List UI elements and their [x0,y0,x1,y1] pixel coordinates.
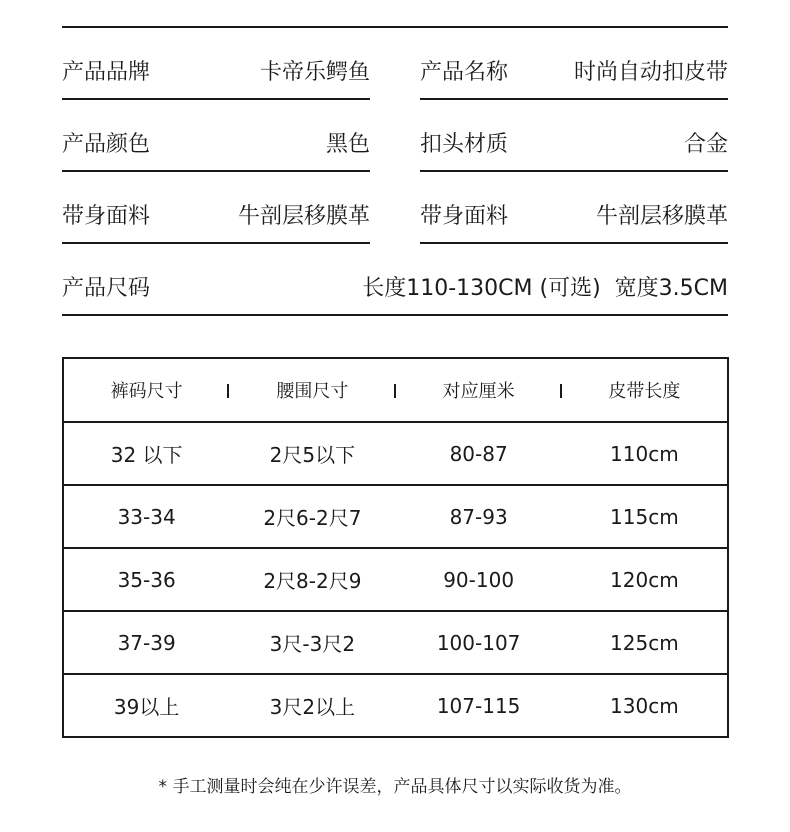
buckle-value: 合金 [683,132,728,157]
brand-label: 产品品牌 [62,60,151,85]
table-row [63,548,728,611]
table-cell: 80-87 [449,441,508,466]
strap-label: 带身面料 [62,204,151,229]
table-cell: 107-115 [396,674,562,737]
table-cell: 3尺-3尺2 [229,611,395,674]
table-cell: 110cm [610,441,679,466]
table-cell: 125cm [562,611,728,674]
spec-product-name [420,28,728,100]
table-cell: 2尺5以下 [269,443,356,467]
measurement-note: * 手工测量时会纯在少许误差，产品具体尺寸以实际收货为准。 [158,777,632,797]
spec-size [62,244,728,316]
spec-buckle [420,100,728,172]
table-cell: 90-100 [396,548,562,611]
table-cell: 2尺6-2尺7 [229,485,395,548]
header-waist-size: 腰围尺寸 [229,358,395,422]
table-cell: 87-93 [396,485,562,548]
strap-value: 牛剖层移膜革 [237,204,370,229]
size-chart-table [62,357,729,738]
spec-strap-right [420,172,728,244]
table-cell: 35-36 [63,548,229,611]
table-cell: 39以上 [63,674,229,737]
spec-brand [62,28,370,100]
buckle-label: 扣头材质 [420,132,509,157]
header-belt-length: 皮带长度 [562,358,728,422]
product-name-value: 时尚自动扣皮带 [573,60,728,85]
table-header-row [63,358,728,422]
spec-color [62,100,370,172]
header-pants-size: 裤码尺寸 [63,358,229,422]
table-cell: 2尺8-2尺9 [229,548,395,611]
strap-label: 带身面料 [420,204,509,229]
table-cell: 3尺2以上 [229,674,395,737]
size-value: 长度110-130CM (可选) 宽度3.5CM [362,276,728,301]
brand-value: 卡帝乐鳄鱼 [259,60,370,85]
header-centimeters: 对应厘米 [396,358,562,422]
table-cell: 37-39 [63,611,229,674]
table-row [63,485,728,548]
table-cell: 120cm [562,548,728,611]
table-row [63,611,728,674]
table-row [63,674,728,737]
table-row [63,422,728,485]
color-value: 黑色 [325,132,370,157]
spec-strap-left [62,172,370,244]
table-cell: 130cm [562,674,728,737]
table-cell: 100-107 [396,611,562,674]
table-cell: 32 以下 [110,443,183,467]
strap-value: 牛剖层移膜革 [595,204,728,229]
product-name-label: 产品名称 [420,60,509,85]
color-label: 产品颜色 [62,132,151,157]
size-label: 产品尺码 [62,276,151,301]
table-cell: 33-34 [63,485,229,548]
table-cell: 115cm [562,485,728,548]
